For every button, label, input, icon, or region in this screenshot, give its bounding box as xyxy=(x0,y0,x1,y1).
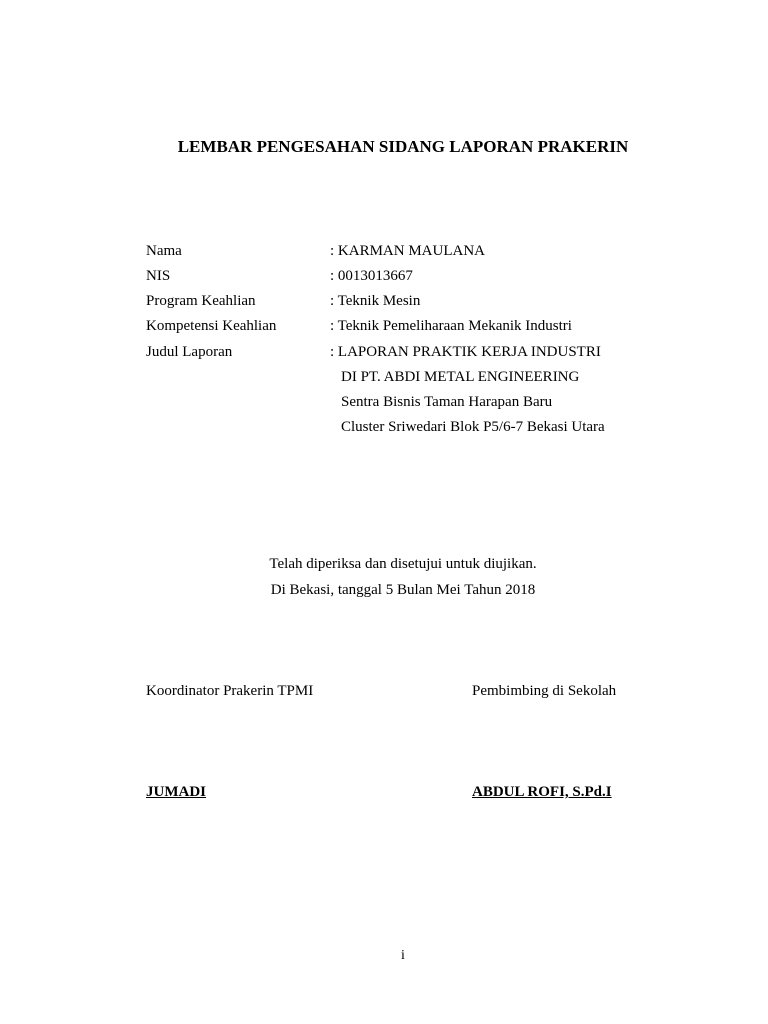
field-value: : Teknik Mesin xyxy=(330,293,421,309)
right-signatory-role: Pembimbing di Sekolah xyxy=(472,683,617,699)
report-title-line: Sentra Bisnis Taman Harapan Baru xyxy=(341,394,553,410)
right-signatory-name: ABDUL ROFI, S.Pd.I xyxy=(472,784,612,800)
field-label: Judul Laporan xyxy=(146,344,233,360)
field-value: : 0013013667 xyxy=(330,268,413,284)
field-value: : KARMAN MAULANA xyxy=(330,243,486,259)
report-title-line: Cluster Sriwedari Blok P5/6-7 Bekasi Utara xyxy=(341,419,605,435)
field-label: Program Keahlian xyxy=(146,293,256,309)
approval-statement: Telah diperiksa dan disetujui untuk diujikan. xyxy=(269,556,537,572)
report-title-line: DI PT. ABDI METAL ENGINEERING xyxy=(341,369,580,385)
field-label: NIS xyxy=(146,268,171,284)
page-number: i xyxy=(401,948,405,963)
left-signatory-name: JUMADI xyxy=(146,784,206,800)
page-title: LEMBAR PENGESAHAN SIDANG LAPORAN PRAKERIN xyxy=(177,137,629,156)
field-value: : LAPORAN PRAKTIK KERJA INDUSTRI xyxy=(330,344,601,360)
field-value: : Teknik Pemeliharaan Mekanik Industri xyxy=(330,318,572,334)
approval-date: Di Bekasi, tanggal 5 Bulan Mei Tahun 2018 xyxy=(270,582,536,598)
left-signatory-role: Koordinator Prakerin TPMI xyxy=(146,683,314,699)
field-label: Kompetensi Keahlian xyxy=(146,318,277,334)
field-label: Nama xyxy=(146,243,182,259)
